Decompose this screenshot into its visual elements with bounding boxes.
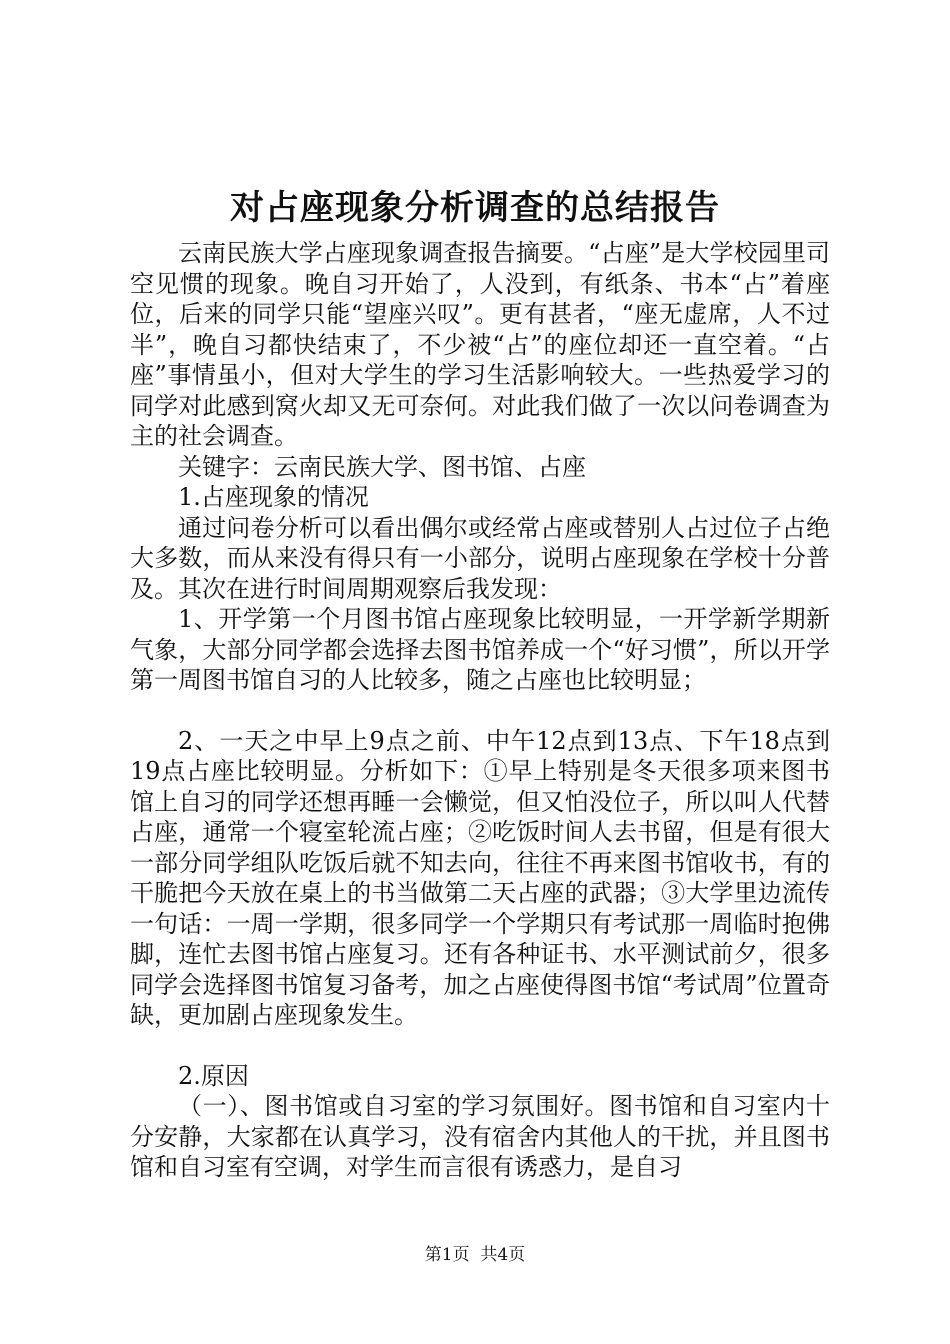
section-heading-2: 2.原因 [178, 1061, 249, 1090]
abstract-paragraph: 云南民族大学占座现象调查报告摘要。“占座”是大学校园里司空见惯的现象。晚自习开始了，人没到，有纸条、书本“占”着座位，后来的同学只能“望座兴叹”。更有甚者，“座无虚席，人不过半”，晚自习都快结束了，不少被“占”的座位却还一直空着。“占座”事情虽小，但对大学生的学习生活影响较大。一些热爱学习的同学对此感到窝火却又无可奈何。对此我们做了一次以问卷调查为主的社会调查。 [130, 239, 830, 450]
reason-paragraph-1: （一）、图书馆或自习室的学习氛围好。图书馆和自习室内十分安静，大家都在认真学习，没有宿舍内其他人的干扰，并且图书馆和自习室有空调，对学生而言很有诱惑力，是自习 [130, 1092, 830, 1181]
observation-item-1: 1、开学第一个月图书馆占座现象比较明显，一开学新学期新气象，大部分同学都会选择去图书馆养成一个“好习惯”，所以开学第一周图书馆自习的人比较多，随之占座也比较明显； [130, 605, 830, 694]
observation-item-2: 2、一天之中早上9点之前、中午12点到13点、下午18点到19点占座比较明显。分析如下：①早上特别是冬天很多项来图书馆上自习的同学还想再睡一会懒觉，但又怕没位子，所以叫人代替占座，通常一个寝室轮流占座；②吃饭时间人去书留，但是有很大一部分同学组队吃饭后就不知去向，往往不再来图书馆收书，有的干脆把今天放在桌上的书当做第二天占座的武器；③大学里边流传一句话：一周一学期，很多同学一个学期只有考试那一周临时抱佛脚，连忙去图书馆占座复习。还有各种证书、水平测试前夕，很多同学会选择图书馆复习备考，加之占座使得图书馆“考试周”位置奇缺，更加剧占座现象发生。 [130, 726, 830, 1029]
section-heading-1: 1.占座现象的情况 [178, 483, 369, 511]
page-number-footer: 第1页 共4页 [424, 1245, 526, 1265]
keywords-line: 关键字：云南民族大学、图书馆、占座 [178, 452, 586, 481]
analysis-paragraph: 通过问卷分析可以看出偶尔或经常占座或替别人占过位子占绝大多数，而从来没有得只有一小部分，说明占座现象在学校十分普及。其次在进行时间周期观察后我发现： [130, 513, 830, 603]
document-title: 对占座现象分析调查的总结报告 [230, 188, 720, 228]
document-body [130, 238, 830, 1183]
